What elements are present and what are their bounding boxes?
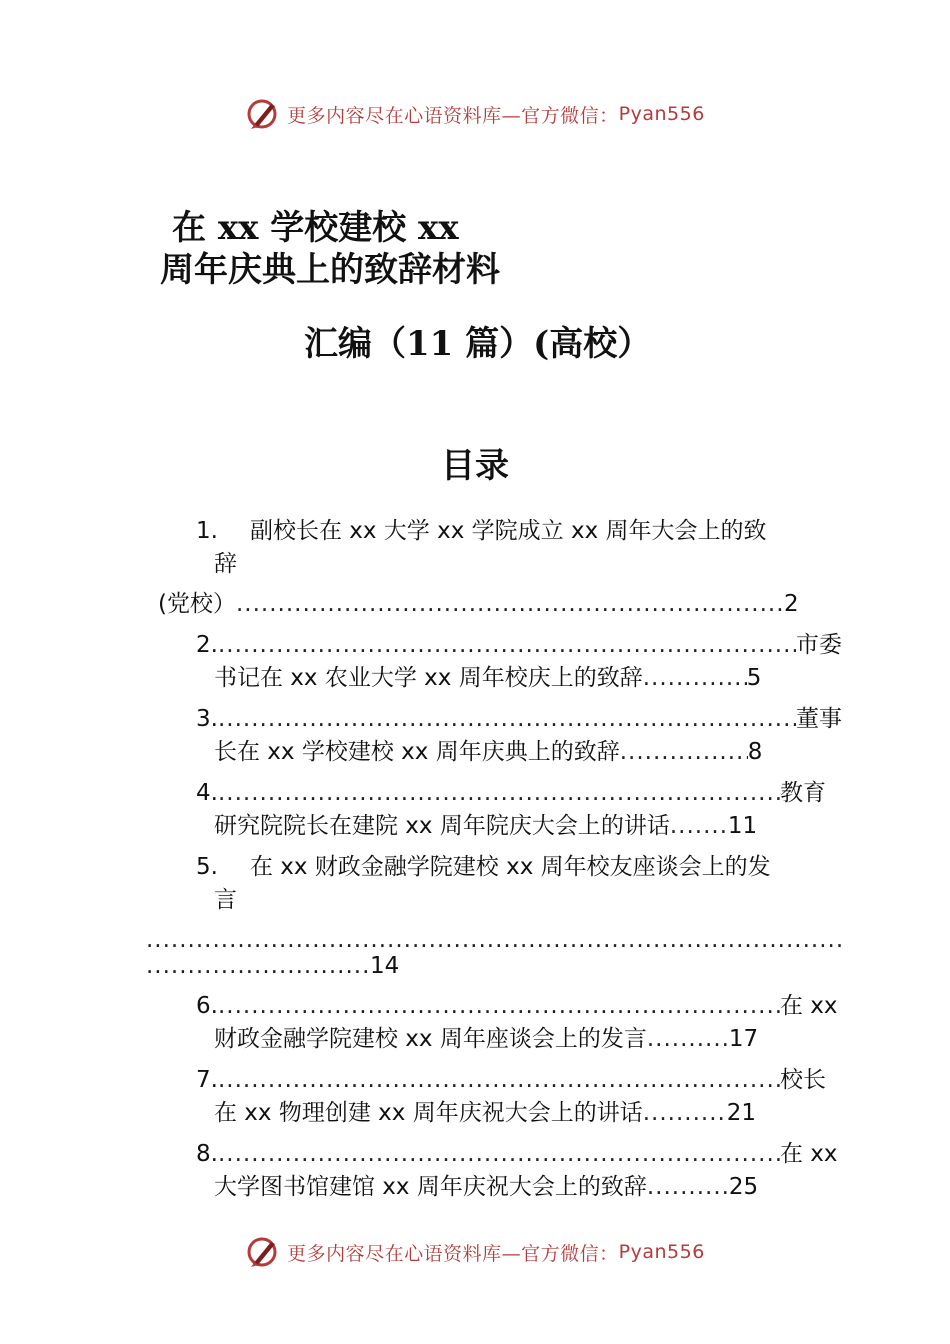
toc-entry-4-line-2[interactable] [214, 810, 757, 842]
toc-entry-title-cont: 长在 xx 学校建校 xx 周年庆典上的致辞 [214, 739, 620, 765]
toc-entry-title: 在 xx [779, 1141, 838, 1167]
toc-entry-title: 市委 [795, 632, 842, 658]
toc-leader-dots [643, 1097, 727, 1129]
toc-leader-dots [236, 588, 784, 620]
toc-entry-1-line-1[interactable] [196, 515, 767, 547]
toc-entry-title-cont: 辞 [214, 551, 237, 577]
toc-entry-5-line-1[interactable] [196, 851, 771, 883]
toc-entry-7-line-1[interactable] [196, 1064, 826, 1096]
toc-entry-1-line-3[interactable] [158, 588, 799, 620]
toc-entry-6-line-2[interactable] [214, 1023, 758, 1055]
toc-entry-number: 1. [196, 518, 218, 544]
pen-logo-icon [245, 96, 281, 132]
toc-page-number: 8 [747, 739, 763, 765]
toc-page-number: 5 [746, 665, 762, 691]
toc-entry-7-line-2[interactable] [214, 1097, 756, 1129]
toc-entry-number: 8. [196, 1141, 218, 1167]
header-banner [0, 94, 950, 134]
toc-entry-2-line-1[interactable] [196, 629, 842, 661]
toc-entry-title-cont: 大学图书馆建馆 xx 周年庆祝大会上的致辞 [214, 1174, 647, 1200]
toc-entry-5-line-2 [214, 884, 237, 916]
toc-entry-number: 5. [196, 854, 218, 880]
toc-heading: 目录 [441, 446, 509, 486]
toc-leader-dots [218, 629, 796, 661]
toc-leader-dots [218, 703, 796, 735]
toc-page-number: 14 [370, 953, 400, 979]
toc-leader-dots [146, 950, 370, 982]
toc-leader-dots [647, 1171, 729, 1203]
toc-entry-4-line-1[interactable] [196, 777, 826, 809]
toc-leader-dots [643, 662, 747, 694]
doc-title-line-3: 汇编（11 篇）(高校） [304, 324, 652, 364]
toc-leader-dots [647, 1023, 729, 1055]
banner-text: 更多内容尽在心语资料库—官方微信： [287, 1242, 619, 1265]
toc-entry-3-line-1[interactable] [196, 703, 842, 735]
banner-wechat-id: Pyan556 [618, 1241, 705, 1263]
toc-entry-6-line-1[interactable] [196, 990, 838, 1022]
toc-entry-8-line-2[interactable] [214, 1171, 758, 1203]
toc-entry-title-cont: 书记在 xx 农业大学 xx 周年校庆上的致辞 [214, 665, 643, 691]
toc-entry-number: 4. [196, 780, 218, 806]
footer-banner [0, 1232, 950, 1272]
toc-entry-8-line-1[interactable] [196, 1138, 838, 1170]
toc-entry-number: 6. [196, 993, 218, 1019]
toc-entry-title-cont: 言 [214, 887, 237, 913]
doc-title-line-1: 在 xx 学校建校 xx [172, 208, 459, 248]
toc-entry-title-cont: 财政金融学院建校 xx 周年座谈会上的发言 [214, 1026, 647, 1052]
banner-wechat-id: Pyan556 [618, 103, 705, 125]
toc-page-number: 11 [727, 813, 758, 839]
toc-leader-dots [218, 1138, 780, 1170]
toc-entry-3-line-2[interactable] [214, 736, 762, 768]
toc-entry-title: 在 xx 财政金融学院建校 xx 周年校友座谈会上的发 [249, 854, 771, 880]
toc-leader-dots [218, 777, 780, 809]
toc-entry-title: 副校长在 xx 大学 xx 学院成立 xx 周年大会上的致 [249, 518, 767, 544]
toc-leader-dots [620, 736, 748, 768]
toc-entry-5-line-3[interactable] [146, 950, 399, 982]
toc-entry-title-cont: 在 xx 物理创建 xx 周年庆祝大会上的讲话 [214, 1100, 643, 1126]
toc-entry-title: 董事 [795, 706, 842, 732]
toc-entry-title-cont: 研究院院长在建院 xx 周年院庆大会上的讲话 [214, 813, 670, 839]
toc-entry-number: 3. [196, 706, 218, 732]
toc-entry-title: 在 xx [779, 993, 838, 1019]
toc-leader-dots [218, 1064, 780, 1096]
banner-text: 更多内容尽在心语资料库—官方微信： [287, 104, 619, 127]
doc-title-line-2: 周年庆典上的致辞材料 [160, 250, 500, 290]
toc-page-number: 17 [728, 1026, 759, 1052]
toc-entry-title-cont: (党校） [158, 591, 236, 617]
toc-entry-2-line-2[interactable] [214, 662, 761, 694]
toc-entry-1-line-2 [214, 548, 237, 580]
toc-leader-dots [670, 810, 728, 842]
toc-leader-dots [218, 990, 780, 1022]
toc-page-number: 2 [783, 591, 799, 617]
toc-entry-title: 校长 [779, 1067, 826, 1093]
toc-page-number: 25 [728, 1174, 759, 1200]
toc-page-number: 21 [726, 1100, 756, 1126]
pen-logo-icon [245, 1234, 281, 1270]
toc-entry-number: 7. [196, 1067, 218, 1093]
toc-entry-title: 教育 [779, 780, 826, 806]
toc-entry-number: 2. [196, 632, 218, 658]
